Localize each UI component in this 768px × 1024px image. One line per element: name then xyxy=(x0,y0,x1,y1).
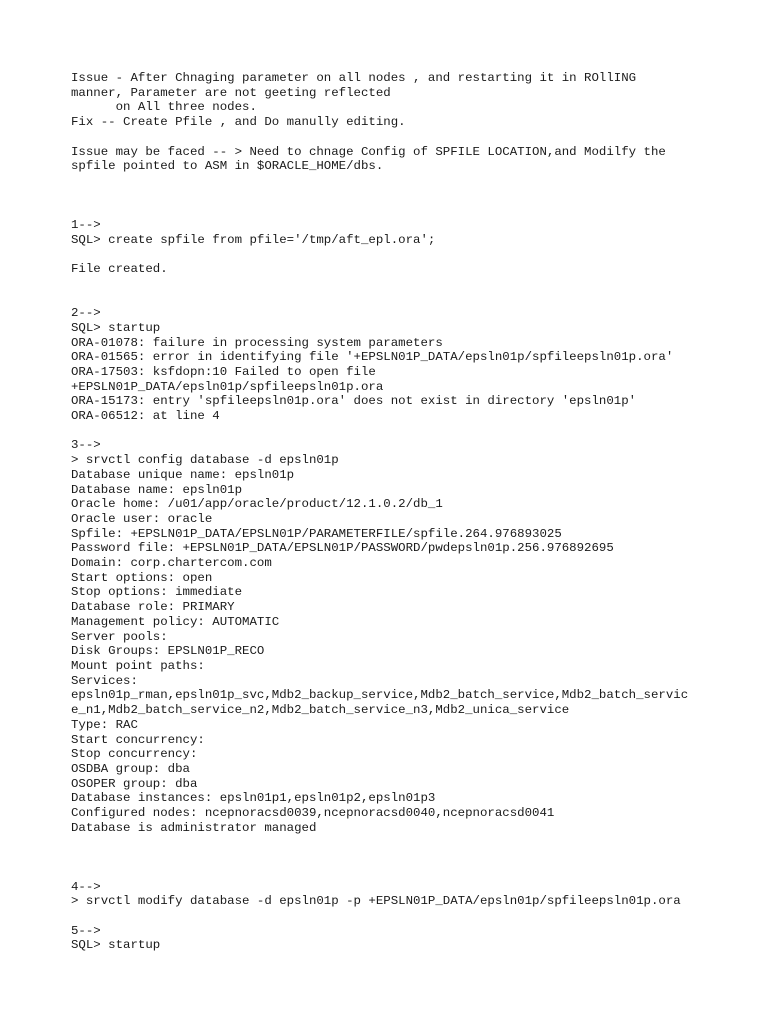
text-line xyxy=(71,247,751,262)
text-line: Issue - After Chnaging parameter on all nodes , and restarting it in ROllING xyxy=(71,71,637,85)
text-line: Stop concurrency: xyxy=(71,747,198,762)
text-line: 2--> xyxy=(71,306,101,321)
text-line: Oracle user: oracle xyxy=(71,511,213,526)
text-line: Database is administrator managed xyxy=(71,820,317,835)
text-line: 5--> xyxy=(71,923,101,938)
text-line: ORA-01078: failure in processing system parameters xyxy=(71,335,443,350)
text-line: Database instances: epsln01p1,epsln01p2,epsln01p3 xyxy=(71,791,436,806)
text-line: Database name: epsln01p xyxy=(71,482,243,497)
text-line xyxy=(71,835,751,850)
text-line: Management policy: AUTOMATIC xyxy=(71,614,280,629)
text-line: Domain: corp.chartercom.com xyxy=(71,556,272,571)
text-line xyxy=(71,130,751,145)
document-text xyxy=(71,71,751,953)
text-line: Database role: PRIMARY xyxy=(71,600,235,615)
text-line: OSDBA group: dba xyxy=(71,761,190,776)
text-line xyxy=(71,850,751,865)
text-line: OSOPER group: dba xyxy=(71,776,198,791)
text-line: Type: RAC xyxy=(71,717,138,732)
text-line: Start concurrency: xyxy=(71,732,205,747)
text-line: Fix -- Create Pfile , and Do manully editing. xyxy=(71,115,406,130)
text-line xyxy=(71,203,751,218)
text-line: Issue may be faced -- > Need to chnage Config of SPFILE LOCATION,and Modilfy the xyxy=(71,144,666,159)
text-line xyxy=(71,174,751,189)
text-line: spfile pointed to ASM in $ORACLE_HOME/dbs. xyxy=(71,159,384,174)
text-line: Mount point paths: xyxy=(71,659,205,673)
text-line: Stop options: immediate xyxy=(71,585,243,600)
text-line: Oracle home: /u01/app/oracle/product/12.1.0.2/db_1 xyxy=(71,497,443,512)
text-line: on All three nodes. xyxy=(71,100,257,115)
text-line xyxy=(71,291,751,306)
text-line xyxy=(71,909,751,924)
text-line: > srvctl modify database -d epsln01p -p +EPSLN01P_DATA/epsln01p/spfileepsln01p.ora xyxy=(71,894,681,909)
text-line: +EPSLN01P_DATA/epsln01p/spfileepsln01p.ora xyxy=(71,379,384,394)
text-line: Start options: open xyxy=(71,570,213,585)
text-line: Disk Groups: EPSLN01P_RECO xyxy=(71,644,265,659)
text-line: e_n1,Mdb2_batch_service_n2,Mdb2_batch_service_n3,Mdb2_unica_service xyxy=(71,703,570,718)
text-line: Password file: +EPSLN01P_DATA/EPSLN01P/PASSWORD/pwdepsln01p.256.976892695 xyxy=(71,541,614,556)
text-line: ORA-06512: at line 4 xyxy=(71,409,220,424)
text-line xyxy=(71,865,751,880)
text-line: 3--> xyxy=(71,438,101,453)
text-line: SQL> startup xyxy=(71,320,161,335)
text-line: > srvctl config database -d epsln01p xyxy=(71,453,339,468)
text-line: SQL> create spfile from pfile='/tmp/aft_epl.ora'; xyxy=(71,232,436,247)
text-line: manner, Parameter are not geeting reflected xyxy=(71,85,391,100)
text-line: Database unique name: epsln01p xyxy=(71,467,295,482)
text-line: ORA-15173: entry 'spfileepsln01p.ora' does not exist in directory 'epsln01p' xyxy=(71,394,637,409)
text-line: Server pools: xyxy=(71,629,168,644)
text-line xyxy=(71,424,751,439)
text-line: SQL> startup xyxy=(71,938,161,953)
text-line: Configured nodes: ncepnoracsd0039,ncepnoracsd0040,ncepnoracsd0041 xyxy=(71,806,555,821)
text-line: File created. xyxy=(71,262,168,277)
text-line: Services: xyxy=(71,673,138,688)
text-line: ORA-01565: error in identifying file '+EPSLN01P_DATA/epsln01p/spfileepsln01p.ora' xyxy=(71,350,674,365)
text-line xyxy=(71,277,751,292)
text-line: 4--> xyxy=(71,879,101,894)
text-line: 1--> xyxy=(71,217,101,232)
text-line: Spfile: +EPSLN01P_DATA/EPSLN01P/PARAMETERFILE/spfile.264.976893025 xyxy=(71,526,562,541)
text-line: epsln01p_rman,epsln01p_svc,Mdb2_backup_service,Mdb2_batch_service,Mdb2_batch_servic xyxy=(71,688,689,703)
text-line: ORA-17503: ksfdopn:10 Failed to open file xyxy=(71,364,376,379)
text-line xyxy=(71,189,751,204)
